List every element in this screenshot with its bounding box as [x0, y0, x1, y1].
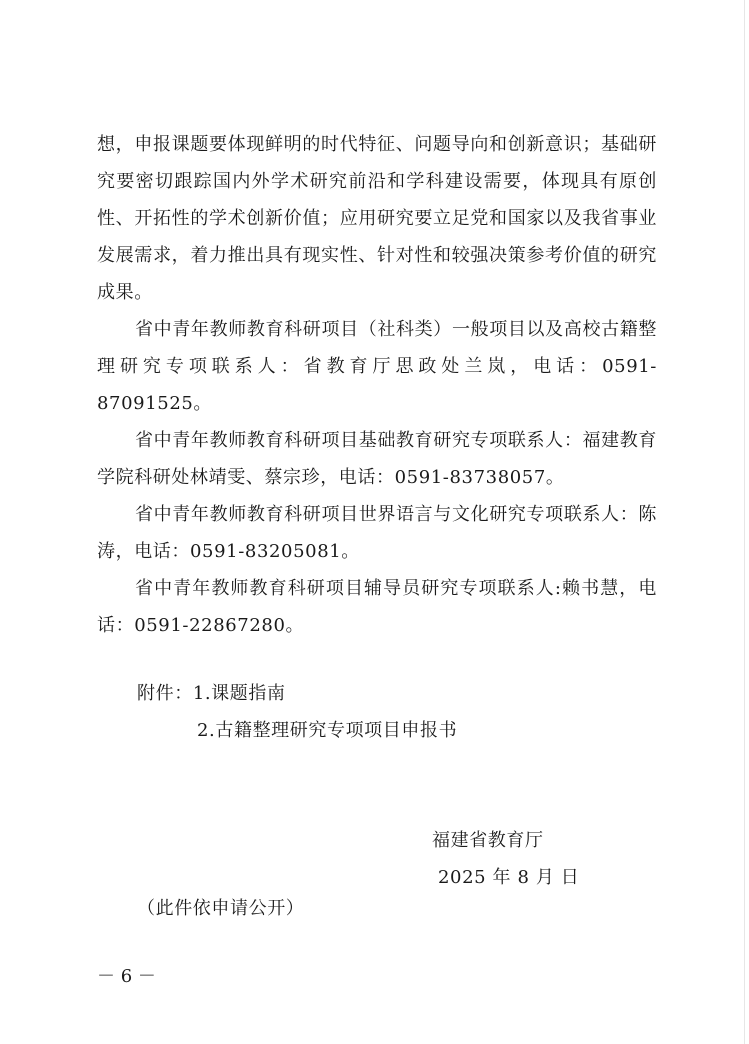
- paragraph-contact-counselor: 省中青年教师教育科研项目辅导员研究专项联系人:赖书慧，电话：0591-22867280。: [97, 578, 657, 636]
- attachment-item-1: 1.课题指南: [192, 683, 286, 704]
- paragraph-contact-basic-education: 省中青年教师教育科研项目基础教育研究专项联系人：福建教育学院科研处林靖雯、蔡宗珍，电话：0591-83738057。: [97, 430, 657, 488]
- attachment-row-1: [137, 675, 457, 712]
- attachments-label: 附件：: [137, 683, 193, 704]
- paragraph-contact-world-language: 省中青年教师教育科研项目世界语言与文化研究专项联系人：陈涛，电话：0591-83205081。: [97, 504, 657, 562]
- issuing-organization: 福建省教育厅: [432, 830, 544, 851]
- attachment-row-2: [137, 712, 457, 749]
- attachments-section: [137, 675, 457, 749]
- paragraph-continuation: 想，申报课题要体现鲜明的时代特征、问题导向和创新意识；基础研究要密切跟踪国内外学术研究前沿和学科建设需要，体现具有原创性、开拓性的学术创新价值；应用研究要立足党和国家以及我省事业发展需求，着力推出具有现实性、针对性和较强决策参考价值的研究成果。: [97, 134, 657, 303]
- issue-date: 2025 年 8 月 日: [438, 867, 580, 888]
- signature-block: [432, 822, 579, 896]
- attachment-item-2: 2.古籍整理研究专项项目申报书: [197, 720, 458, 741]
- page-number: － 6 －: [97, 966, 156, 987]
- document-body: [97, 126, 657, 644]
- page-edge-divider: [744, 0, 745, 1044]
- disclosure-note: （此件依申请公开）: [137, 898, 305, 919]
- paragraph-contact-general: 省中青年教师教育科研项目（社科类）一般项目以及高校古籍整理研究专项联系人：省教育厅思政处兰岚，电话：0591-87091525。: [97, 319, 657, 414]
